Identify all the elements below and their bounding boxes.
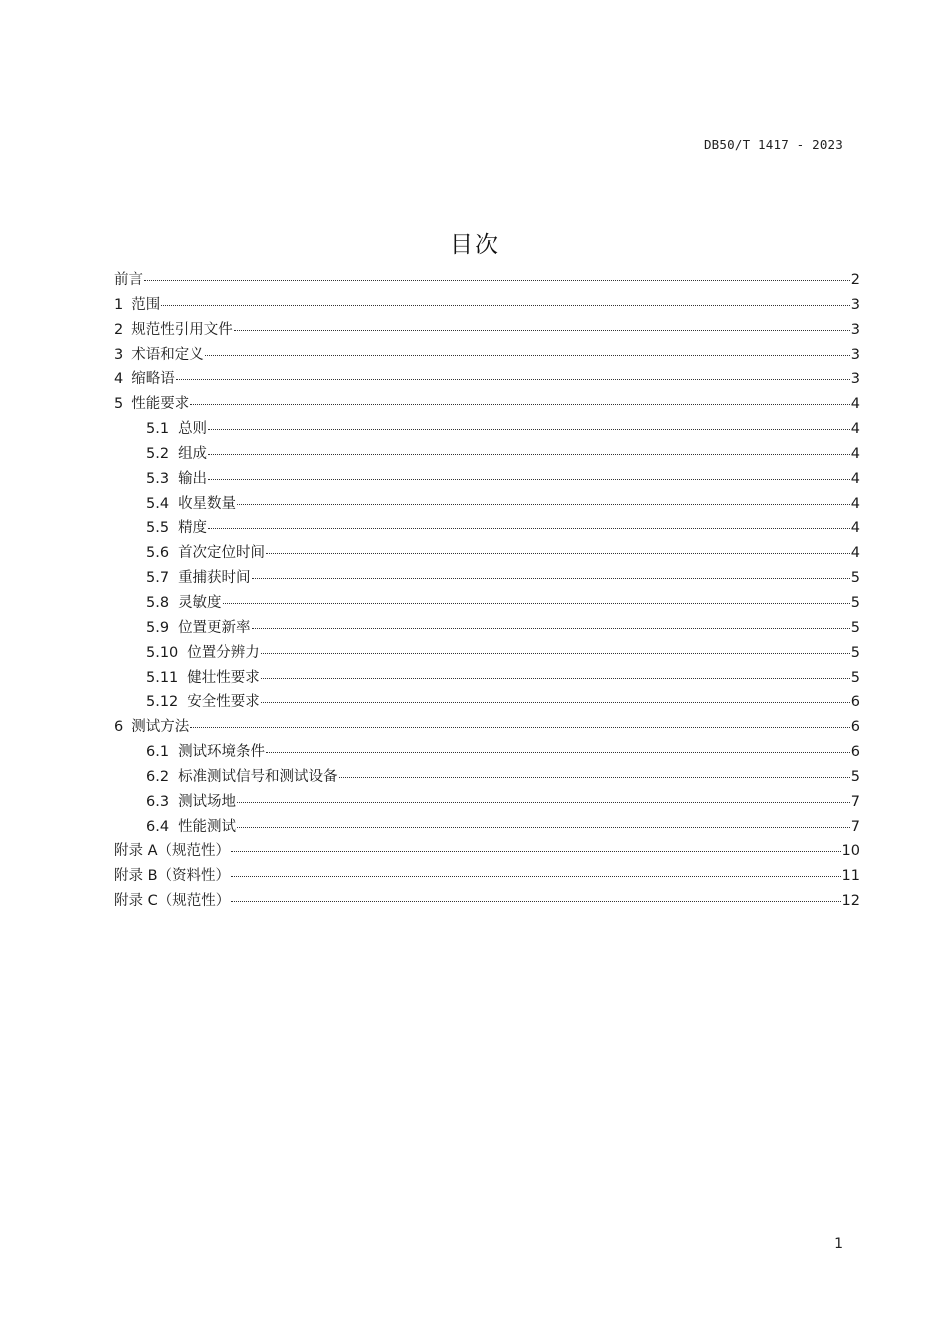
toc-entry-number: 5.11 <box>146 669 179 686</box>
toc-dot-leader <box>237 800 850 803</box>
toc-dot-leader <box>176 377 850 380</box>
toc-entry-number: 3 <box>114 346 124 363</box>
toc-entry-text: 首次定位时间 <box>178 545 266 562</box>
toc-entry-text: 位置更新率 <box>178 619 251 636</box>
toc-entry-label <box>146 566 251 591</box>
toc-entry-number: 6 <box>114 719 124 736</box>
toc-entry-number: 5.4 <box>146 495 170 512</box>
toc-entry-label <box>146 690 260 715</box>
toc-dot-leader <box>252 626 850 629</box>
toc-entry-label <box>114 367 175 392</box>
toc-dot-leader <box>144 278 850 281</box>
toc-entry-label <box>114 839 230 864</box>
toc-entry-label <box>146 516 207 541</box>
toc-entry-label <box>114 343 204 368</box>
toc-entry-page: 10 <box>841 843 860 860</box>
toc-entry-page: 3 <box>850 296 860 313</box>
page-number: 1 <box>834 1236 843 1252</box>
toc-entry-page: 5 <box>850 768 860 785</box>
toc-dot-leader <box>252 576 850 579</box>
toc-entry-text: 收星数量 <box>178 495 237 512</box>
toc-entry-number: 5.6 <box>146 545 170 562</box>
toc-entry-page: 6 <box>850 719 860 736</box>
toc-dot-leader <box>231 874 840 877</box>
toc-dot-leader <box>208 452 850 455</box>
toc-entry-page: 4 <box>850 396 860 413</box>
toc-entry-label <box>146 666 260 691</box>
toc-entry-text: 测试环境条件 <box>178 744 266 761</box>
toc-dot-leader <box>208 477 850 480</box>
toc-entry-label <box>114 293 160 318</box>
toc-entry-number: 5.1 <box>146 421 170 438</box>
toc-entry-text: 测试场地 <box>178 793 237 810</box>
toc-entry-page: 5 <box>850 594 860 611</box>
toc-entry[interactable] <box>114 541 860 566</box>
toc-entry[interactable] <box>114 715 860 740</box>
toc-entry[interactable] <box>114 268 860 293</box>
toc-entry-label <box>146 591 222 616</box>
toc-dot-leader <box>261 676 850 679</box>
toc-entry-number: 5 <box>114 396 124 413</box>
toc-entry-text: 灵敏度 <box>178 594 222 611</box>
toc-entry-text: 精度 <box>178 520 208 537</box>
toc-entry-page: 7 <box>850 793 860 810</box>
toc-entry-page: 2 <box>850 272 860 288</box>
toc-entry-text: 总则 <box>178 421 208 438</box>
toc-entry-text: 前言 <box>114 272 143 288</box>
standard-code: DB50/T 1417 - 2023 <box>703 137 843 152</box>
toc-entry[interactable] <box>114 467 860 492</box>
toc-entry-page: 5 <box>850 570 860 587</box>
toc-entry-label <box>114 268 143 293</box>
toc-entry-page: 4 <box>850 470 860 487</box>
toc-entry-text: 重捕获时间 <box>178 570 251 587</box>
page-title: 目次 <box>450 232 500 258</box>
toc-entry-page: 4 <box>850 520 860 537</box>
toc-entry[interactable] <box>114 566 860 591</box>
toc-entry-page: 3 <box>850 371 860 388</box>
toc-dot-leader <box>231 849 841 852</box>
toc-entry-number: 5.12 <box>146 694 179 711</box>
toc-entry-text: 附录 C（规范性） <box>114 893 231 910</box>
toc-entry-label <box>146 790 236 815</box>
toc-entry-label <box>146 740 265 765</box>
toc-entry[interactable] <box>114 641 860 666</box>
toc-entry-label <box>146 417 207 442</box>
toc-entry-page: 5 <box>850 644 860 661</box>
toc-entry-label <box>146 492 236 517</box>
toc-entry-number: 2 <box>114 321 124 338</box>
toc-entry[interactable] <box>114 889 860 914</box>
toc-entry[interactable] <box>114 591 860 616</box>
toc-entry[interactable] <box>114 616 860 641</box>
toc-entry[interactable] <box>114 417 860 442</box>
toc-entry-page: 3 <box>850 346 860 363</box>
toc-entry-text: 缩略语 <box>131 371 175 388</box>
toc-entry-label <box>146 442 207 467</box>
toc-dot-leader <box>161 303 850 306</box>
toc-entry[interactable] <box>114 516 860 541</box>
toc-entry-label <box>114 715 189 740</box>
toc-entry-text: 附录 A（规范性） <box>114 843 231 860</box>
toc-entry[interactable] <box>114 293 860 318</box>
toc-entry-number: 5.7 <box>146 570 170 587</box>
toc-dot-leader <box>237 825 850 828</box>
toc-entry-number: 5.2 <box>146 445 170 462</box>
toc-entry[interactable] <box>114 492 860 517</box>
toc-entry-page: 3 <box>850 321 860 338</box>
toc-entry-text: 测试方法 <box>131 719 190 736</box>
toc-entry-label <box>114 392 189 417</box>
toc-entry-page: 7 <box>850 818 860 835</box>
toc-entry[interactable] <box>114 790 860 815</box>
toc-entry-page: 4 <box>850 421 860 438</box>
toc-dot-leader <box>223 601 850 604</box>
toc-entry-number: 1 <box>114 296 124 313</box>
toc-entry[interactable] <box>114 318 860 343</box>
table-of-contents <box>114 268 860 914</box>
toc-dot-leader <box>266 551 850 554</box>
toc-entry[interactable] <box>114 392 860 417</box>
toc-entry-number: 6.3 <box>146 793 170 810</box>
toc-dot-leader <box>190 402 850 405</box>
toc-entry-text: 健壮性要求 <box>187 669 260 686</box>
toc-entry[interactable] <box>114 442 860 467</box>
toc-dot-leader <box>208 526 850 529</box>
toc-entry-text: 标准测试信号和测试设备 <box>178 768 338 785</box>
toc-entry-text: 附录 B（资料性） <box>114 868 231 885</box>
toc-entry-text: 范围 <box>131 296 161 313</box>
toc-entry-number: 6.2 <box>146 768 170 785</box>
toc-entry-label <box>146 616 251 641</box>
toc-dot-leader <box>339 775 850 778</box>
toc-entry-label <box>114 864 230 889</box>
toc-entry-page: 11 <box>841 868 860 885</box>
toc-entry-page: 5 <box>850 669 860 686</box>
toc-entry[interactable] <box>114 740 860 765</box>
toc-entry-number: 5.3 <box>146 470 170 487</box>
toc-entry-label <box>146 541 265 566</box>
toc-entry-text: 输出 <box>178 470 208 487</box>
toc-entry-label <box>114 318 233 343</box>
toc-entry-page: 4 <box>850 445 860 462</box>
toc-dot-leader <box>261 651 850 654</box>
toc-dot-leader <box>208 427 850 430</box>
toc-dot-leader <box>190 725 850 728</box>
toc-entry-label <box>146 641 260 666</box>
toc-dot-leader <box>234 328 850 331</box>
toc-entry-label <box>146 815 236 840</box>
toc-entry-number: 6.4 <box>146 818 170 835</box>
toc-entry-label <box>146 467 207 492</box>
toc-entry-text: 位置分辨力 <box>187 644 260 661</box>
toc-entry-number: 5.5 <box>146 520 170 537</box>
toc-entry-text: 安全性要求 <box>187 694 260 711</box>
toc-entry-text: 规范性引用文件 <box>131 321 233 338</box>
toc-dot-leader <box>266 750 850 753</box>
toc-entry[interactable] <box>114 864 860 889</box>
toc-entry-page: 12 <box>841 893 860 910</box>
toc-dot-leader <box>261 700 850 703</box>
toc-entry-number: 5.10 <box>146 644 179 661</box>
toc-entry[interactable] <box>114 839 860 864</box>
toc-entry[interactable] <box>114 765 860 790</box>
toc-entry-page: 5 <box>850 619 860 636</box>
toc-dot-leader <box>205 353 850 356</box>
toc-entry-number: 5.9 <box>146 619 170 636</box>
toc-entry-text: 性能测试 <box>178 818 237 835</box>
toc-entry[interactable] <box>114 690 860 715</box>
toc-entry-number: 6.1 <box>146 744 170 761</box>
toc-entry[interactable] <box>114 815 860 840</box>
toc-entry-page: 6 <box>850 744 860 761</box>
toc-entry-text: 术语和定义 <box>131 346 204 363</box>
toc-entry-label <box>146 765 338 790</box>
toc-entry-text: 组成 <box>178 445 208 462</box>
toc-entry-page: 4 <box>850 495 860 512</box>
toc-entry-text: 性能要求 <box>131 396 190 413</box>
toc-entry[interactable] <box>114 666 860 691</box>
toc-dot-leader <box>237 502 850 505</box>
toc-entry-page: 6 <box>850 694 860 711</box>
toc-entry-page: 4 <box>850 545 860 562</box>
toc-entry[interactable] <box>114 343 860 368</box>
toc-entry-number: 5.8 <box>146 594 170 611</box>
toc-dot-leader <box>231 899 840 902</box>
toc-entry[interactable] <box>114 367 860 392</box>
toc-entry-label <box>114 889 230 914</box>
toc-entry-number: 4 <box>114 371 124 388</box>
